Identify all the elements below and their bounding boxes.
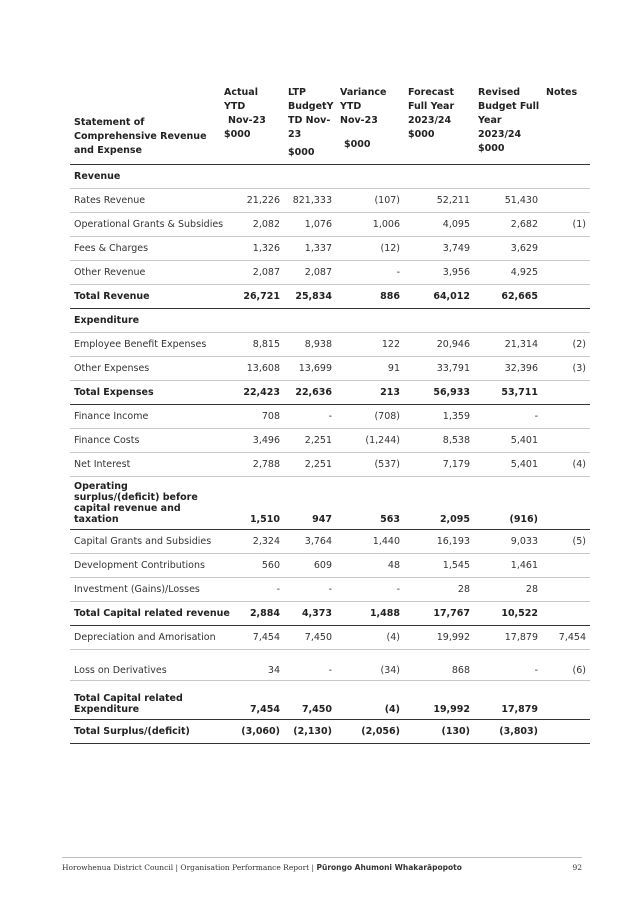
table-body bbox=[70, 165, 590, 744]
notes-cell: (3) bbox=[542, 357, 590, 381]
actual-ytd-cell: 22,423 bbox=[220, 381, 284, 405]
ltp-budget-cell: 1,337 bbox=[284, 237, 336, 261]
revised-budget-cell: 21,314 bbox=[474, 333, 542, 357]
actual-ytd-cell: 2,884 bbox=[220, 602, 284, 626]
variance-cell: 1,440 bbox=[336, 530, 404, 554]
ltp-budget-cell: 2,251 bbox=[284, 453, 336, 477]
table-row bbox=[70, 453, 590, 477]
forecast-cell: 3,749 bbox=[404, 237, 474, 261]
total-row bbox=[70, 285, 590, 309]
table-row bbox=[70, 189, 590, 213]
column-header-actual-ytd: Actual YTD Nov-23 $000 bbox=[220, 80, 284, 165]
page-number: 92 bbox=[572, 863, 582, 872]
revised-budget-cell: 53,711 bbox=[474, 381, 542, 405]
total-row bbox=[70, 720, 590, 744]
notes-cell: (6) bbox=[542, 650, 590, 681]
revised-budget-cell: 51,430 bbox=[474, 189, 542, 213]
actual-ytd-cell: 560 bbox=[220, 554, 284, 578]
variance-cell: (537) bbox=[336, 453, 404, 477]
row-label: Total Capital related Expenditure bbox=[70, 681, 220, 720]
page-footer bbox=[62, 857, 582, 872]
forecast-cell: 52,211 bbox=[404, 189, 474, 213]
table-row bbox=[70, 650, 590, 681]
row-label: Employee Benefit Expenses bbox=[70, 333, 220, 357]
total-row bbox=[70, 477, 590, 530]
table-row bbox=[70, 237, 590, 261]
variance-cell: (2,056) bbox=[336, 720, 404, 744]
section-row bbox=[70, 309, 590, 333]
forecast-cell: 2,095 bbox=[404, 477, 474, 530]
revised-budget-cell: 17,879 bbox=[474, 626, 542, 650]
financial-statement-table bbox=[70, 80, 590, 744]
row-label: Other Revenue bbox=[70, 261, 220, 285]
ltp-budget-cell: 25,834 bbox=[284, 285, 336, 309]
actual-ytd-cell: 26,721 bbox=[220, 285, 284, 309]
forecast-cell: 64,012 bbox=[404, 285, 474, 309]
ltp-budget-cell: 947 bbox=[284, 477, 336, 530]
revised-budget-cell: (3,803) bbox=[474, 720, 542, 744]
variance-cell: 91 bbox=[336, 357, 404, 381]
notes-cell bbox=[542, 285, 590, 309]
statement-title: Statement of Comprehensive Revenue and Expense bbox=[70, 80, 220, 165]
row-label: Revenue bbox=[70, 165, 220, 189]
actual-ytd-cell: 708 bbox=[220, 405, 284, 429]
notes-cell bbox=[542, 681, 590, 720]
variance-cell: 48 bbox=[336, 554, 404, 578]
ltp-budget-cell: 821,333 bbox=[284, 189, 336, 213]
ltp-budget-cell bbox=[284, 309, 336, 333]
ltp-budget-cell: - bbox=[284, 405, 336, 429]
notes-cell bbox=[542, 477, 590, 530]
actual-ytd-cell: 2,324 bbox=[220, 530, 284, 554]
forecast-cell: (130) bbox=[404, 720, 474, 744]
actual-ytd-cell: 7,454 bbox=[220, 626, 284, 650]
ltp-budget-cell: 8,938 bbox=[284, 333, 336, 357]
variance-cell: (1,244) bbox=[336, 429, 404, 453]
actual-ytd-cell: 13,608 bbox=[220, 357, 284, 381]
actual-ytd-cell: 1,326 bbox=[220, 237, 284, 261]
table-row bbox=[70, 333, 590, 357]
table-header-row bbox=[70, 80, 590, 165]
revised-budget-cell: 5,401 bbox=[474, 429, 542, 453]
notes-cell: (5) bbox=[542, 530, 590, 554]
variance-cell: 1,006 bbox=[336, 213, 404, 237]
forecast-cell: 33,791 bbox=[404, 357, 474, 381]
ltp-budget-cell: - bbox=[284, 650, 336, 681]
variance-cell: (12) bbox=[336, 237, 404, 261]
variance-cell: (34) bbox=[336, 650, 404, 681]
table-row bbox=[70, 261, 590, 285]
row-label: Expenditure bbox=[70, 309, 220, 333]
ltp-budget-cell: 7,450 bbox=[284, 681, 336, 720]
ltp-budget-cell: 7,450 bbox=[284, 626, 336, 650]
notes-cell bbox=[542, 578, 590, 602]
variance-cell: 563 bbox=[336, 477, 404, 530]
actual-ytd-cell: 34 bbox=[220, 650, 284, 681]
notes-cell bbox=[542, 381, 590, 405]
ltp-budget-cell: 2,251 bbox=[284, 429, 336, 453]
revised-budget-cell: 9,033 bbox=[474, 530, 542, 554]
column-header-ltp-budget: LTP BudgetY TD Nov- 23 $000 bbox=[284, 80, 336, 165]
ltp-budget-cell: 4,373 bbox=[284, 602, 336, 626]
total-row bbox=[70, 381, 590, 405]
revised-budget-cell: 1,461 bbox=[474, 554, 542, 578]
forecast-cell: 3,956 bbox=[404, 261, 474, 285]
revised-budget-cell: 3,629 bbox=[474, 237, 542, 261]
forecast-cell: 7,179 bbox=[404, 453, 474, 477]
row-label: Total Revenue bbox=[70, 285, 220, 309]
notes-cell: (2) bbox=[542, 333, 590, 357]
column-header-forecast: Forecast Full Year 2023/24 $000 bbox=[404, 80, 474, 165]
variance-cell: 213 bbox=[336, 381, 404, 405]
row-label: Fees & Charges bbox=[70, 237, 220, 261]
forecast-cell bbox=[404, 309, 474, 333]
actual-ytd-cell: 1,510 bbox=[220, 477, 284, 530]
revised-budget-cell: (916) bbox=[474, 477, 542, 530]
row-label: Operating surplus/(deficit) before capital revenue and taxation bbox=[70, 477, 220, 530]
row-label: Total Capital related revenue bbox=[70, 602, 220, 626]
row-label: Other Expenses bbox=[70, 357, 220, 381]
table-row bbox=[70, 357, 590, 381]
row-label: Finance Costs bbox=[70, 429, 220, 453]
revised-budget-cell: 2,682 bbox=[474, 213, 542, 237]
table-row bbox=[70, 578, 590, 602]
variance-cell: 122 bbox=[336, 333, 404, 357]
variance-cell: (4) bbox=[336, 681, 404, 720]
notes-cell bbox=[542, 405, 590, 429]
forecast-cell: 17,767 bbox=[404, 602, 474, 626]
forecast-cell: 1,545 bbox=[404, 554, 474, 578]
variance-cell: (107) bbox=[336, 189, 404, 213]
total-row bbox=[70, 602, 590, 626]
row-label: Operational Grants & Subsidies bbox=[70, 213, 220, 237]
actual-ytd-cell: 3,496 bbox=[220, 429, 284, 453]
actual-ytd-cell bbox=[220, 165, 284, 189]
notes-cell bbox=[542, 189, 590, 213]
row-label: Investment (Gains)/Losses bbox=[70, 578, 220, 602]
revised-budget-cell: 5,401 bbox=[474, 453, 542, 477]
variance-cell: (708) bbox=[336, 405, 404, 429]
table-row bbox=[70, 530, 590, 554]
row-label: Total Expenses bbox=[70, 381, 220, 405]
ltp-budget-cell: 1,076 bbox=[284, 213, 336, 237]
variance-cell: (4) bbox=[336, 626, 404, 650]
column-header-notes: Notes bbox=[542, 80, 590, 165]
forecast-cell: 4,095 bbox=[404, 213, 474, 237]
revised-budget-cell: 62,665 bbox=[474, 285, 542, 309]
variance-cell bbox=[336, 165, 404, 189]
ltp-budget-cell: 3,764 bbox=[284, 530, 336, 554]
footer-text: Horowhenua District Council | Organisation Performance Report | bbox=[62, 863, 315, 872]
revised-budget-cell: 17,879 bbox=[474, 681, 542, 720]
actual-ytd-cell: 2,788 bbox=[220, 453, 284, 477]
section-row bbox=[70, 165, 590, 189]
ltp-budget-cell: 13,699 bbox=[284, 357, 336, 381]
actual-ytd-cell: 8,815 bbox=[220, 333, 284, 357]
variance-cell: 1,488 bbox=[336, 602, 404, 626]
notes-cell: (1) bbox=[542, 213, 590, 237]
actual-ytd-cell: 21,226 bbox=[220, 189, 284, 213]
table-row bbox=[70, 213, 590, 237]
forecast-cell: 16,193 bbox=[404, 530, 474, 554]
row-label: Capital Grants and Subsidies bbox=[70, 530, 220, 554]
forecast-cell: 868 bbox=[404, 650, 474, 681]
row-label: Total Surplus/(deficit) bbox=[70, 720, 220, 744]
forecast-cell bbox=[404, 165, 474, 189]
forecast-cell: 19,992 bbox=[404, 681, 474, 720]
actual-ytd-cell: (3,060) bbox=[220, 720, 284, 744]
actual-ytd-cell: - bbox=[220, 578, 284, 602]
actual-ytd-cell: 2,087 bbox=[220, 261, 284, 285]
revised-budget-cell: 32,396 bbox=[474, 357, 542, 381]
column-header-variance: Variance YTD Nov-23 $000 bbox=[336, 80, 404, 165]
variance-cell: - bbox=[336, 261, 404, 285]
forecast-cell: 20,946 bbox=[404, 333, 474, 357]
notes-cell bbox=[542, 237, 590, 261]
ltp-budget-cell: 2,087 bbox=[284, 261, 336, 285]
ltp-budget-cell bbox=[284, 165, 336, 189]
revised-budget-cell: - bbox=[474, 405, 542, 429]
actual-ytd-cell bbox=[220, 309, 284, 333]
notes-cell: 7,454 bbox=[542, 626, 590, 650]
row-label: Development Contributions bbox=[70, 554, 220, 578]
row-label: Depreciation and Amorisation bbox=[70, 626, 220, 650]
notes-cell bbox=[542, 720, 590, 744]
row-label: Finance Income bbox=[70, 405, 220, 429]
variance-cell: - bbox=[336, 578, 404, 602]
revised-budget-cell: 10,522 bbox=[474, 602, 542, 626]
revised-budget-cell: 28 bbox=[474, 578, 542, 602]
forecast-cell: 8,538 bbox=[404, 429, 474, 453]
row-label: Rates Revenue bbox=[70, 189, 220, 213]
revised-budget-cell bbox=[474, 309, 542, 333]
forecast-cell: 1,359 bbox=[404, 405, 474, 429]
table-row bbox=[70, 429, 590, 453]
row-label: Net Interest bbox=[70, 453, 220, 477]
table-row bbox=[70, 405, 590, 429]
notes-cell bbox=[542, 165, 590, 189]
footer-bold-title: Pūrongo Ahumoni Whakarāpopoto bbox=[316, 863, 462, 872]
ltp-budget-cell: - bbox=[284, 578, 336, 602]
notes-cell bbox=[542, 602, 590, 626]
column-header-revised-budget: Revised Budget Full Year 2023/24 $000 bbox=[474, 80, 542, 165]
notes-cell bbox=[542, 554, 590, 578]
total-row bbox=[70, 681, 590, 720]
ltp-budget-cell: 22,636 bbox=[284, 381, 336, 405]
table-row bbox=[70, 554, 590, 578]
forecast-cell: 19,992 bbox=[404, 626, 474, 650]
variance-cell: 886 bbox=[336, 285, 404, 309]
ltp-budget-cell: 609 bbox=[284, 554, 336, 578]
variance-cell bbox=[336, 309, 404, 333]
revised-budget-cell: 4,925 bbox=[474, 261, 542, 285]
actual-ytd-cell: 7,454 bbox=[220, 681, 284, 720]
notes-cell bbox=[542, 309, 590, 333]
notes-cell bbox=[542, 261, 590, 285]
table-row bbox=[70, 626, 590, 650]
ltp-budget-cell: (2,130) bbox=[284, 720, 336, 744]
forecast-cell: 56,933 bbox=[404, 381, 474, 405]
revised-budget-cell: - bbox=[474, 650, 542, 681]
forecast-cell: 28 bbox=[404, 578, 474, 602]
notes-cell: (4) bbox=[542, 453, 590, 477]
actual-ytd-cell: 2,082 bbox=[220, 213, 284, 237]
notes-cell bbox=[542, 429, 590, 453]
row-label: Loss on Derivatives bbox=[70, 650, 220, 681]
revised-budget-cell bbox=[474, 165, 542, 189]
